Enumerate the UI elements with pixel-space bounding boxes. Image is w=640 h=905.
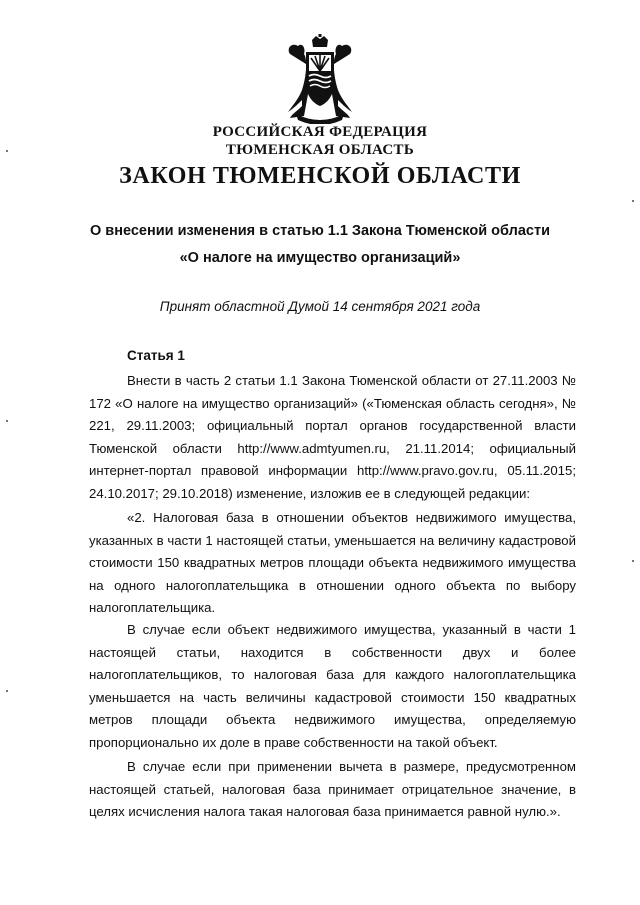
adoption-date: Принят областной Думой 14 сентября 2021 года bbox=[159, 299, 481, 314]
country-name: РОССИЙСКАЯ ФЕДЕРАЦИЯ bbox=[212, 124, 428, 140]
law-title-line-1: О внесении изменения в статью 1.1 Закона Тюменской области bbox=[90, 223, 550, 239]
region-name: ТЮМЕНСКАЯ ОБЛАСТЬ bbox=[225, 142, 415, 158]
scan-speck bbox=[632, 200, 634, 202]
article-paragraph: В случае если объект недвижимого имущества, указанный в части 1 настоящей статьи, находится в собственности двух и более налогоплательщиков, то налоговая база для каждого налогоплательщика уменьшается на часть величины кадастровой стоимости 150 квадратных метров площади объекта недвижимого имущества, определяемую пропорционально их доле в праве собственности на такой объект. bbox=[89, 622, 576, 750]
law-title-line-2: «О налоге на имущество организаций» bbox=[179, 250, 461, 266]
scan-speck bbox=[632, 560, 634, 562]
scan-speck bbox=[6, 420, 8, 422]
document-type-heading: ЗАКОН ТЮМЕНСКОЙ ОБЛАСТИ bbox=[119, 163, 521, 189]
scan-speck bbox=[6, 150, 8, 152]
article-heading: Статья 1 bbox=[127, 348, 185, 363]
coat-of-arms-icon bbox=[282, 34, 358, 124]
article-paragraph: Внести в часть 2 статьи 1.1 Закона Тюменской области от 27.11.2003 № 172 «О налоге на имущество организаций» («Тюменская область сегодня», № 221, 29.11.2003; официальный портал органов государственной власти Тюменской области http://www.admtyumen.ru, 21.11.2014; официальный интернет-портал правовой информации http://www.pravo.gov.ru, 05.11.2015; 24.10.2017; 29.10.2018) изменение, изложив ее в следующей редакции: bbox=[89, 373, 576, 501]
article-paragraph: «2. Налоговая база в отношении объектов недвижимого имущества, указанных в части 1 настоящей статьи, уменьшается на величину кадастровой стоимости 150 квадратных метров площади объекта недвижимого имущества на одного налогоплательщика в отношении одного объекта по выбору налогоплательщика. bbox=[89, 510, 576, 615]
article-paragraph: В случае если при применении вычета в размере, предусмотренном настоящей статьей, налоговая база принимает отрицательное значение, в целях исчисления налога такая налоговая база принимается равной нулю.». bbox=[89, 759, 576, 819]
scan-speck bbox=[6, 690, 8, 692]
